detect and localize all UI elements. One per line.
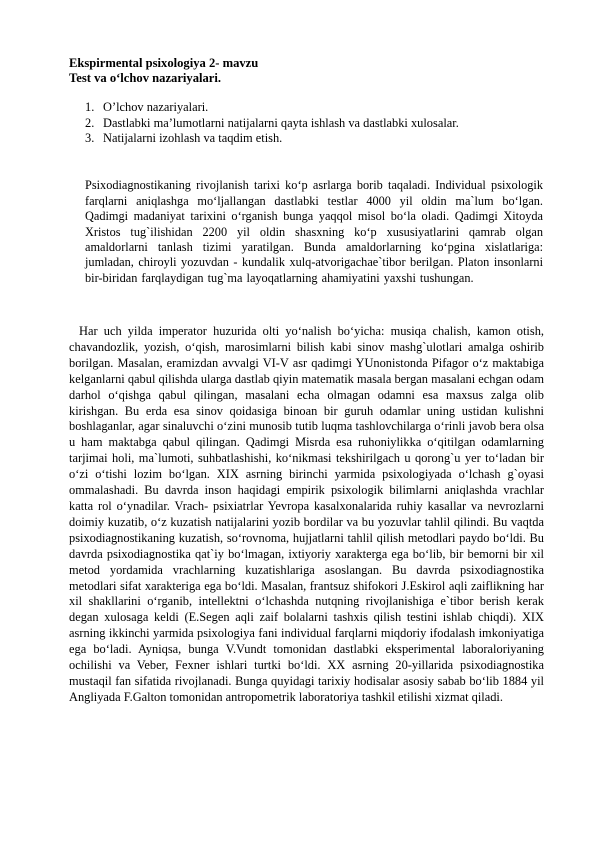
intro-paragraph: Psixodiagnostikaning rivojlanish tarixi ko‘p asrlarga borib taqaladi. Individual psixologik farqlarni aniqlashga mo‘ljallangan dastlabki testlar 4000 yil oldin ma`lum bo‘lgan. Qadimgi madaniyat tarixini o‘rganish bunga yaqqol misol bo‘la oladi. Qadimgi Xitoyda Xristos tug`ilishidan 2200 yil oldin shasxning ko‘p xususiyatlarini qamrab olgan amaldorlarni tanlash tizimi yaratilgan. Bunda amaldorlarning ko‘pgina xislatlariga: jumladan, chiroyli yozuvdan - kundalik xulq-atvorigachae`tibor berilgan. Platon insonlarni bir-biridan farqlaydigan tug`ma layoqatlarning ahamiyatini yaxshi tushungan. [85,178,543,285]
title-line-1: Ekspirmental psixologiya 2- mavzu [69,56,259,70]
outline-item [85,131,545,147]
topic-outline-list [85,100,545,147]
outline-item-number: 3. [85,131,95,145]
outline-item [85,116,545,132]
outline-item-text: O’lchov nazariyalari. [103,100,209,114]
title-line-2: Test va o‘lchov nazariyalari. [69,71,222,86]
main-body [69,324,544,706]
outline-item-text: Dastlabki ma’lumotlarni natijalarni qayta ishlash va dastlabki xulosalar. [103,115,459,130]
outline-item-text: Natijalarni izohlash va taqdim etish. [103,131,283,145]
main-paragraph: Har uch yilda imperator huzurida olti yo‘nalish bo‘yicha: musiqa chalish, kamon otish, chavandozlik, yozish, o‘qish, marosimlarni bilish kabi sinov mashg`ulotlari amalga oshirib borilgan. Masalan, eramizdan avvalgi VI-V asr qadimgi YUnonistonda Pifagor o‘z maktabiga kelganlarni qabul qilishda ularga dastlab qiyin matematik masala bergan masalani echgan odam darhol o‘qishga qabul qilingan, masalani echa olmagan odamni esa maxsus zalga olib kirishgan. Bu erda esa sinov qoidasiga binoan bir guruh odamlar uning ustidan kulishni boshlaganlar, agar sinaluvchi o‘zini munosib tutib luqma tashlovchilarga o‘rinli javob bera olsa u ham maktabga qabul qilingan. Qadimgi Misrda esa ruhoniylikka o‘qitilgan odamlarning tarjimai holi, ma`lumoti, suhbatlashishi, ko‘nikmasi tekshirilgach u qorong`u yer to‘ladan bir o‘zi o‘tishi lozim bo‘lgan. XIX asrning birinchi yarmida psixologiyada o‘lchash g`oyasi ommalashadi. Bu davrda inson haqidagi empirik psixologik bilimlarni aniqlashda vrachlar katta rol o‘ynadilar. Vrach- psixiatrlar Yevropa kasalxonalarida ruhiy kasallar va nevrozlarni doimiy kuzatib, o‘z kuzatish natijalarini yozib bordilar va bu yozuvlar tahlil qilindi. Bu vaqtda psixodiagnostikaning kuzatish, so‘rovnoma, hujjatlarni tahlil qilish metodlari paydo bo‘ldi. Bu davrda psixodiagnostika qat`iy bo‘lmagan, ixtiyoriy xarakterga ega bo‘lib, bir bemorni bir xil metod yordamida vrachlarning kuzatishlariga asoslangan. Bu davrda psixodiagnostika metodlari sifat xarakteriga ega bo‘ldi. Masalan, frantsuz shifokori J.Eskirol aqli zaiflikning har xil shakllarini o‘rganib, intellektni o‘lchashda nutqning rivojlanishiga e`tibor berish kerak degan xulosaga keldi (E.Segen aqli zaif bolalarni tashxis qilish testini ishlab chiqdi). XIX asrning ikkinchi yarmida psixologiya fani individual farqlarni miqdoriy ifodalash imkoniyatiga ega bo‘ladi. Ayniqsa, bunga V.Vundt tomonidan dastlabki eksperimental laboraloriyaning ochilishi va Veber, Fexner ishlari turtki bo‘ldi. XX asrning 20-yillarida psixodiagnostika mustaqil fan sifatida rivojlanadi. Bunga quyidagi tarixiy hodisalar asosiy sabab bo‘lib 1884 yil Angliyada F.Galton tomonidan antropometrik laboratoriya tashkil etilishi xizmat qiladi. [69,324,544,704]
document-title [69,56,539,86]
outline-item-number: 2. [85,115,95,130]
outline-item [85,100,545,116]
outline-item-number: 1. [85,100,95,114]
